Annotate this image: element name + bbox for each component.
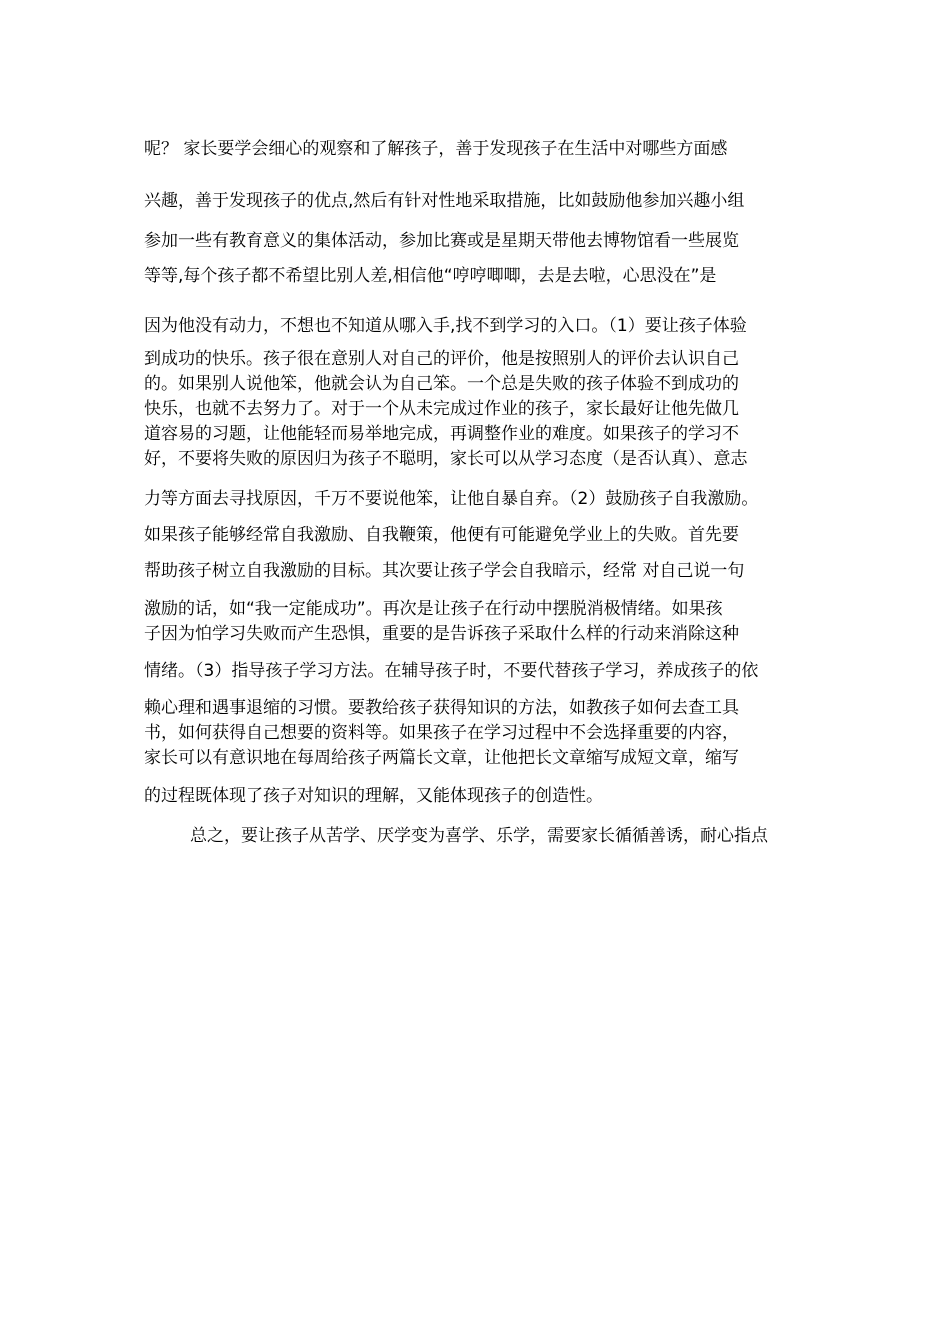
text-line: 情绪。（3）指导孩子学习方法。在辅导孩子时，不要代替孩子学习，养成孩子的依 (144, 661, 759, 681)
text-line: 家长可以有意识地在每周给孩子两篇长文章，让他把长文章缩写成短文章，缩写 (144, 748, 739, 768)
text-line: 兴趣，善于发现孩子的优点,然后有针对性地采取措施，比如鼓励他参加兴趣小组 (144, 191, 745, 211)
text-line: 帮助孩子树立自我激励的目标。其次要让孩子学会自我暗示，经常 对自己说一句 (144, 561, 745, 581)
text-line: 的。如果别人说他笨，他就会认为自己笨。一个总是失败的孩子体验不到成功的 (144, 374, 739, 394)
text-line: 书，如何获得自己想要的资料等。如果孩子在学习过程中不会选择重要的内容， (144, 723, 739, 743)
text-line: 好，不要将失败的原因归为孩子不聪明，家长可以从学习态度（是否认真）、意志 (144, 449, 748, 469)
text-line: 到成功的快乐。孩子很在意别人对自己的评价，他是按照别人的评价去认识自己 (144, 349, 739, 369)
text-line: 赖心理和遇事退缩的习惯。要教给孩子获得知识的方法，如教孩子如何去查工具 (144, 698, 739, 718)
text-line: 道容易的习题，让他能轻而易举地完成，再调整作业的难度。如果孩子的学习不 (144, 424, 739, 444)
text-line: 总之，要让孩子从苦学、厌学变为喜学、乐学，需要家长循循善诱，耐心指点 (190, 826, 768, 846)
text-line: 如果孩子能够经常自我激励、自我鞭策，他便有可能避免学业上的失败。首先要 (144, 525, 739, 545)
text-line: 激励的话，如“我一定能成功”。再次是让孩子在行动中摆脱消极情绪。如果孩 (144, 599, 723, 619)
text-line: 参加一些有教育意义的集体活动，参加比赛或是星期天带他去博物馆看一些展览 (144, 231, 739, 251)
text-line: 呢？ 家长要学会细心的观察和了解孩子，善于发现孩子在生活中对哪些方面感 (144, 139, 728, 159)
text-line: 因为他没有动力，不想也不知道从哪入手,找不到学习的入口。（1）要让孩子体验 (144, 316, 747, 336)
text-line: 力等方面去寻找原因，千万不要说他笨，让他自暴自弃。（2）鼓励孩子自我激励。 (144, 489, 759, 509)
text-line: 等等,每个孩子都不希望比别人差,相信他“哼哼唧唧，去是去啦，心思没在”是 (144, 266, 717, 286)
text-line: 子因为怕学习失败而产生恐惧，重要的是告诉孩子采取什么样的行动来消除这种 (144, 624, 739, 644)
text-line: 的过程既体现了孩子对知识的理解，又能体现孩子的创造性。 (144, 786, 603, 806)
text-line: 快乐，也就不去努力了。对于一个从未完成过作业的孩子，家长最好让他先做几 (144, 399, 739, 419)
